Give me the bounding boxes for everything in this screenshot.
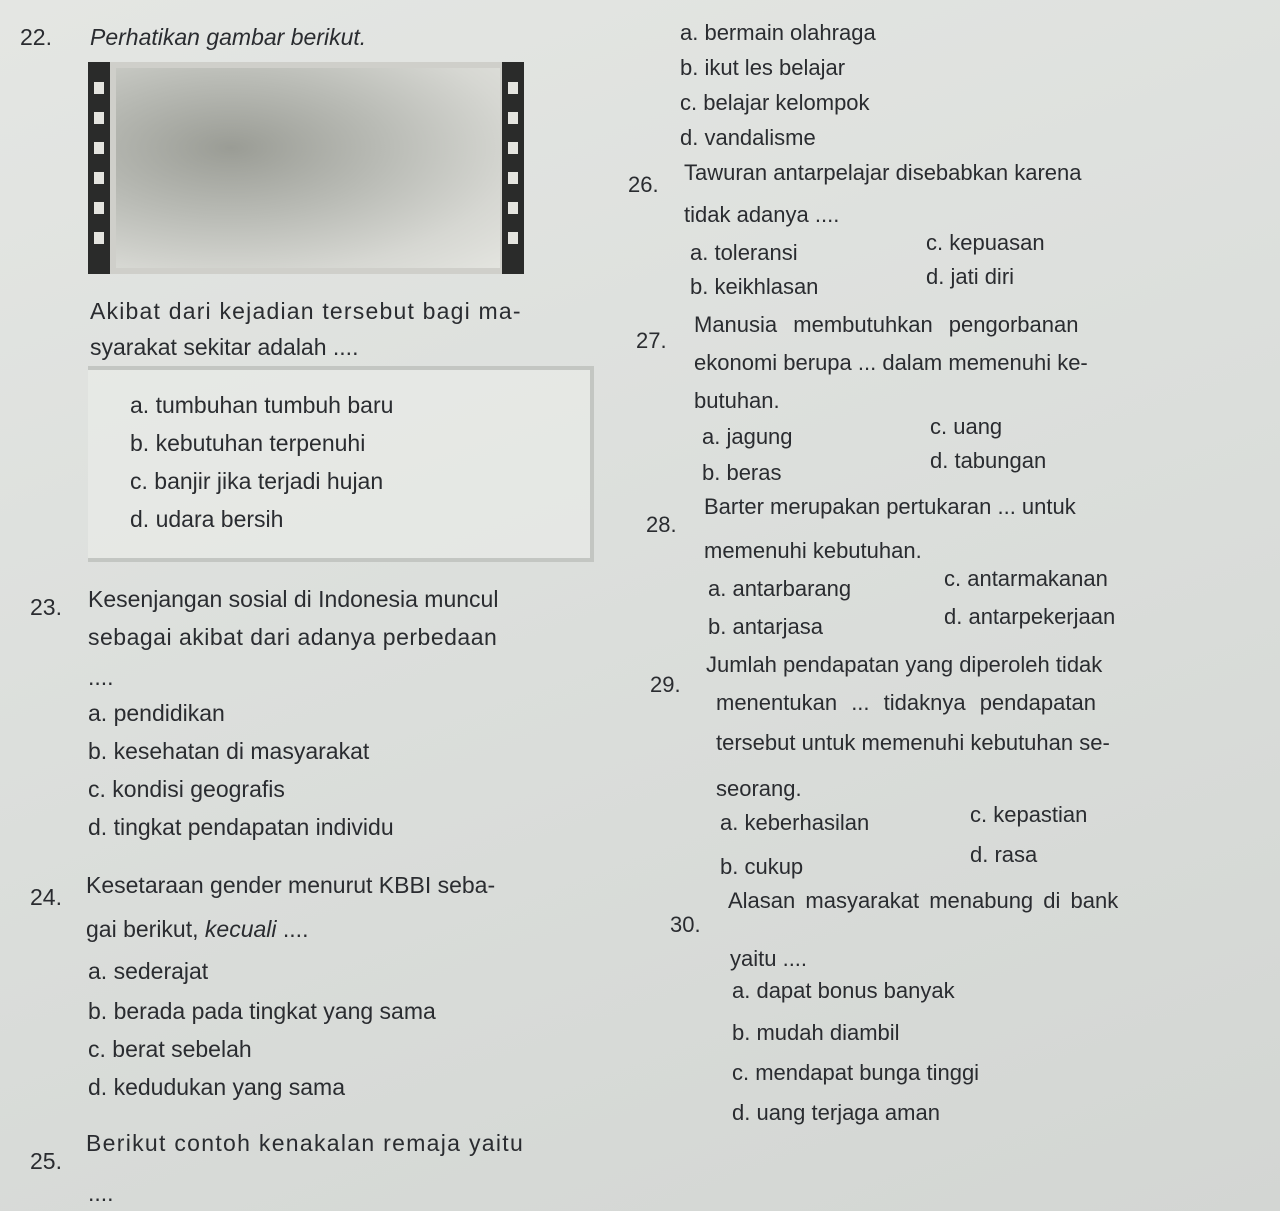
q26-line-2: tidak adanya .... [684, 202, 840, 227]
q30-option-a[interactable]: a. dapat bonus banyak [732, 978, 955, 1003]
q24-emphasis: kecuali [204, 916, 277, 942]
q25-number: 25. [30, 1148, 62, 1174]
q22-option-a[interactable]: a. tumbuhan tumbuh baru [130, 392, 394, 418]
q29-option-d[interactable]: d. rasa [970, 842, 1038, 867]
q30-line-1: Alasan masyarakat menabung di bank [728, 888, 1119, 913]
q23-line-1: Kesenjangan sosial di Indonesia muncul [88, 586, 499, 612]
q29-line-2: menentukan ... tidaknya pendapatan [716, 690, 1096, 715]
q29-number: 29. [650, 672, 681, 697]
film-strip-right [502, 62, 524, 274]
q25-option-d[interactable]: d. vandalisme [680, 125, 816, 150]
q27-line-2: ekonomi berupa ... dalam memenuhi ke- [694, 350, 1088, 375]
q22-stem-line-2: syarakat sekitar adalah .... [90, 334, 359, 360]
q29-line-3: tersebut untuk memenuhi kebutuhan se- [716, 730, 1110, 755]
q26-option-a[interactable]: a. toleransi [690, 240, 798, 265]
q26-number: 26. [628, 172, 659, 197]
q29-option-b[interactable]: b. cukup [720, 854, 804, 879]
q28-option-c[interactable]: c. antarmakanan [944, 566, 1108, 591]
q30-option-d[interactable]: d. uang terjaga aman [732, 1100, 940, 1125]
q28-option-d[interactable]: d. antarpekerjaan [944, 604, 1116, 629]
q29-option-a[interactable]: a. keberhasilan [720, 810, 870, 835]
q23-option-c[interactable]: c. kondisi geografis [88, 776, 285, 802]
q23-option-d[interactable]: d. tingkat pendapatan individu [88, 814, 394, 840]
q24-option-a[interactable]: a. sederajat [88, 958, 209, 984]
q25-option-a[interactable]: a. bermain olahraga [680, 20, 876, 45]
q23-line-2: sebagai akibat dari adanya perbedaan [88, 624, 498, 650]
q24-option-b[interactable]: b. berada pada tingkat yang sama [88, 998, 436, 1024]
q26-line-1: Tawuran antarpelajar disebabkan karena [684, 160, 1082, 185]
q22-photo [88, 62, 524, 274]
q27-option-d[interactable]: d. tabungan [930, 448, 1047, 473]
q27-option-b[interactable]: b. beras [702, 460, 782, 485]
q24-number: 24. [30, 884, 62, 910]
q30-line-2: yaitu .... [730, 946, 808, 971]
q27-option-c[interactable]: c. uang [930, 414, 1003, 439]
q25-line-1: Berikut contoh kenakalan remaja yaitu [86, 1130, 525, 1156]
q23-number: 23. [30, 594, 62, 620]
q24-line-1: Kesetaraan gender menurut KBBI seba- [86, 872, 496, 898]
q30-option-b[interactable]: b. mudah diambil [732, 1020, 900, 1045]
q28-number: 28. [646, 512, 677, 537]
q28-line-2: memenuhi kebutuhan. [704, 538, 922, 563]
q23-line-3: .... [88, 664, 114, 690]
q27-number: 27. [636, 328, 667, 353]
q22-number: 22. [20, 24, 52, 50]
q25-option-b[interactable]: b. ikut les belajar [680, 55, 846, 80]
q30-number: 30. [670, 912, 701, 937]
q29-option-c[interactable]: c. kepastian [970, 802, 1088, 827]
q27-option-a[interactable]: a. jagung [702, 424, 793, 449]
q24-option-c[interactable]: c. berat sebelah [88, 1036, 252, 1062]
q23-option-a[interactable]: a. pendidikan [88, 700, 225, 726]
q22-option-b[interactable]: b. kebutuhan terpenuhi [130, 430, 366, 456]
q29-line-4: seorang. [716, 776, 802, 801]
q23-option-b[interactable]: b. kesehatan di masyarakat [88, 738, 370, 764]
q27-line-3: butuhan. [694, 388, 780, 413]
q26-option-b[interactable]: b. keikhlasan [690, 274, 819, 299]
q25-option-c[interactable]: c. belajar kelompok [680, 90, 870, 115]
q22-option-d[interactable]: d. udara bersih [130, 506, 284, 532]
q26-option-d[interactable]: d. jati diri [926, 264, 1015, 289]
q28-option-b[interactable]: b. antarjasa [708, 614, 823, 639]
q25-line-2: .... [88, 1180, 114, 1206]
q24-line-2 [86, 916, 308, 942]
q29-line-1: Jumlah pendapatan yang diperoleh tidak [706, 652, 1103, 677]
q27-line-1: Manusia membutuhkan pengorbanan [694, 312, 1079, 337]
q22-title: Perhatikan gambar berikut. [90, 24, 367, 50]
q24-line-2-post: .... [276, 916, 309, 942]
film-strip-left [88, 62, 110, 274]
hillside-image [116, 68, 500, 268]
q28-line-1: Barter merupakan pertukaran ... untuk [704, 494, 1076, 519]
q22-option-c[interactable]: c. banjir jika terjadi hujan [130, 468, 384, 494]
q30-option-c[interactable]: c. mendapat bunga tinggi [732, 1060, 980, 1085]
q26-option-c[interactable]: c. kepuasan [926, 230, 1045, 255]
q24-line-2-pre: gai berikut, [86, 916, 205, 942]
q22-stem-line-1: Akibat dari kejadian tersebut bagi ma- [90, 298, 522, 324]
q28-option-a[interactable]: a. antarbarang [708, 576, 852, 601]
q24-option-d[interactable]: d. kedudukan yang sama [88, 1074, 346, 1100]
